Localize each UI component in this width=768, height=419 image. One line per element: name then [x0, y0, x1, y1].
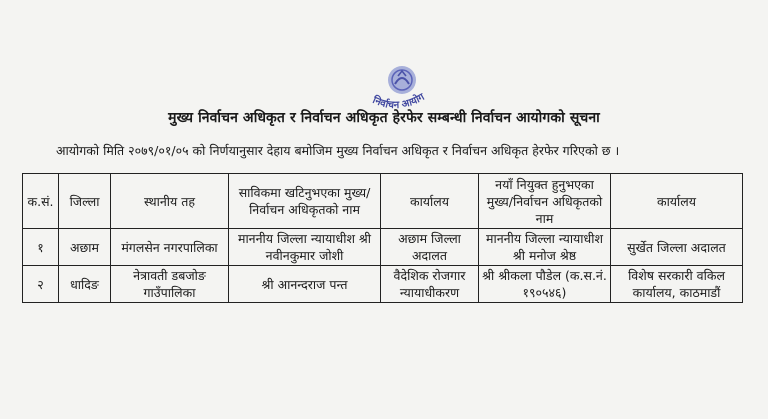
intro-text: आयोगको मिति २०७९/०१/०५ को निर्णयानुसार देहाय बमोजिम मुख्य निर्वाचन अधिकृत र निर्वाचन अधिकृत हेरफेर गरिएको छ । — [56, 143, 620, 158]
cell-local-level: मंगलसेन नगरपालिका — [111, 229, 229, 266]
cell-district: अछाम — [59, 229, 111, 266]
cell-previous-officer: श्री आनन्दराज पन्त — [229, 266, 381, 303]
cell-district: धादिङ — [59, 266, 111, 303]
header-district: जिल्ला — [59, 174, 111, 229]
cell-previous-office: वैदेशिक रोजगार न्यायाधीकरण — [381, 266, 479, 303]
header-new-office: कार्यालय — [611, 174, 743, 229]
election-commission-logo — [362, 58, 434, 114]
logo-text-path: निर्वाचन आयोग — [370, 91, 427, 112]
page-title: मुख्य निर्वाचन अधिकृत र निर्वाचन अधिकृत हेरफेर सम्बन्धी निर्वाचन आयोगको सूचना — [168, 110, 600, 126]
table-row — [23, 266, 743, 303]
cell-previous-officer: माननीय जिल्ला न्यायाधीश श्री नवीनकुमार जोशी — [229, 229, 381, 266]
header-local-level: स्थानीय तह — [111, 174, 229, 229]
cell-new-office: सुर्खेत जिल्ला अदालत — [611, 229, 743, 266]
cell-serial: १ — [23, 229, 59, 266]
header-previous-officer: साविकमा खटिनुभएका मुख्य/निर्वाचन अधिकृतको नाम — [229, 174, 381, 229]
cell-previous-office: अछाम जिल्ला अदालत — [381, 229, 479, 266]
cell-new-officer: श्री श्रीकला पौडेल (क.स.नं. १९०५४६) — [479, 266, 611, 303]
header-previous-office: कार्यालय — [381, 174, 479, 229]
header-new-officer: नयाँ नियुक्त हुनुभएका मुख्य/निर्वाचन अधिकृतको नाम — [479, 174, 611, 229]
cell-new-officer: माननीय जिल्ला न्यायाधीश श्री मनोज श्रेष्ठ — [479, 229, 611, 266]
header-serial: क.सं. — [23, 174, 59, 229]
transfer-table — [22, 173, 743, 303]
cell-serial: २ — [23, 266, 59, 303]
cell-new-office: विशेष सरकारी वकिल कार्यालय, काठमाडौं — [611, 266, 743, 303]
table-header-row — [23, 174, 743, 229]
cell-local-level: नेत्रावती डबजोङ गाउँपालिका — [111, 266, 229, 303]
table-row — [23, 229, 743, 266]
